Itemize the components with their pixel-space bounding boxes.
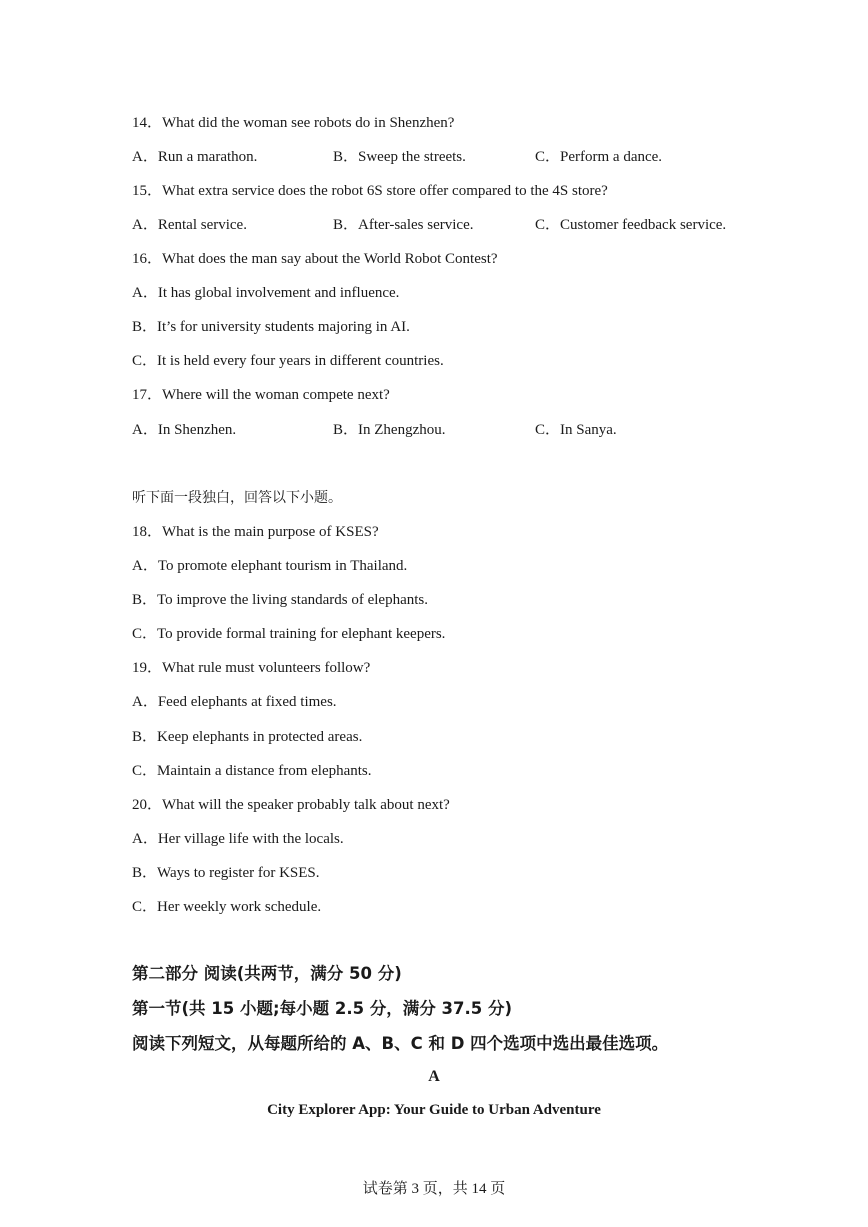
q16-option-a: A．It has global involvement and influence. — [132, 285, 400, 301]
q15-option-b: B．After-sales service. — [333, 217, 474, 233]
question-18: 18．What is the main purpose of KSES? — [132, 524, 379, 540]
monologue-instruction: 听下面一段独白，回答以下小题。 — [132, 490, 342, 506]
q15-option-a: A．Rental service. — [132, 217, 247, 233]
q19-option-a: A．Feed elephants at fixed times. — [132, 694, 337, 710]
q18-option-c: C．To provide formal training for elephant keepers. — [132, 626, 446, 642]
q19-option-c: C．Maintain a distance from elephants. — [132, 763, 372, 779]
passage-title: City Explorer App: Your Guide to Urban Adventure — [267, 1102, 601, 1118]
question-20: 20．What will the speaker probably talk about next? — [132, 797, 450, 813]
question-16: 16．What does the man say about the World Robot Contest? — [132, 251, 498, 267]
q18-option-a: A．To promote elephant tourism in Thailand. — [132, 558, 408, 574]
q14-option-a: A．Run a marathon. — [132, 149, 258, 165]
passage-letter: A — [428, 1068, 440, 1085]
q14-option-b: B．Sweep the streets. — [333, 149, 466, 165]
q16-option-c: C．It is held every four years in different countries. — [132, 353, 444, 369]
q20-option-b: B．Ways to register for KSES. — [132, 865, 320, 881]
q19-option-b: B．Keep elephants in protected areas. — [132, 729, 363, 745]
page-footer: 试卷第 3 页，共 14 页 — [362, 1181, 506, 1197]
question-15: 15．What extra service does the robot 6S store offer compared to the 4S store? — [132, 183, 608, 199]
q17-option-a: A．In Shenzhen. — [132, 422, 237, 438]
question-19: 19．What rule must volunteers follow? — [132, 660, 371, 676]
q16-option-b: B．It’s for university students majoring in AI. — [132, 319, 410, 335]
question-14: 14．What did the woman see robots do in Shenzhen? — [132, 115, 455, 131]
part-two-subheading: 第一节(共 15 小题;每小题 2.5 分，满分 37.5 分) — [132, 999, 513, 1018]
part-two-instruction: 阅读下列短文，从每题所给的 A、B、C 和 D 四个选项中选出最佳选项。 — [132, 1034, 669, 1053]
q20-option-a: A．Her village life with the locals. — [132, 831, 344, 847]
q14-option-c: C．Perform a dance. — [535, 149, 663, 165]
question-17: 17．Where will the woman compete next? — [132, 387, 390, 403]
part-two-heading: 第二部分 阅读(共两节，满分 50 分) — [132, 964, 402, 983]
q17-option-c: C．In Sanya. — [535, 422, 617, 438]
q20-option-c: C．Her weekly work schedule. — [132, 899, 322, 915]
q17-option-b: B．In Zhengzhou. — [333, 422, 446, 438]
q15-option-c: C．Customer feedback service. — [535, 217, 727, 233]
q18-option-b: B．To improve the living standards of elephants. — [132, 592, 428, 608]
